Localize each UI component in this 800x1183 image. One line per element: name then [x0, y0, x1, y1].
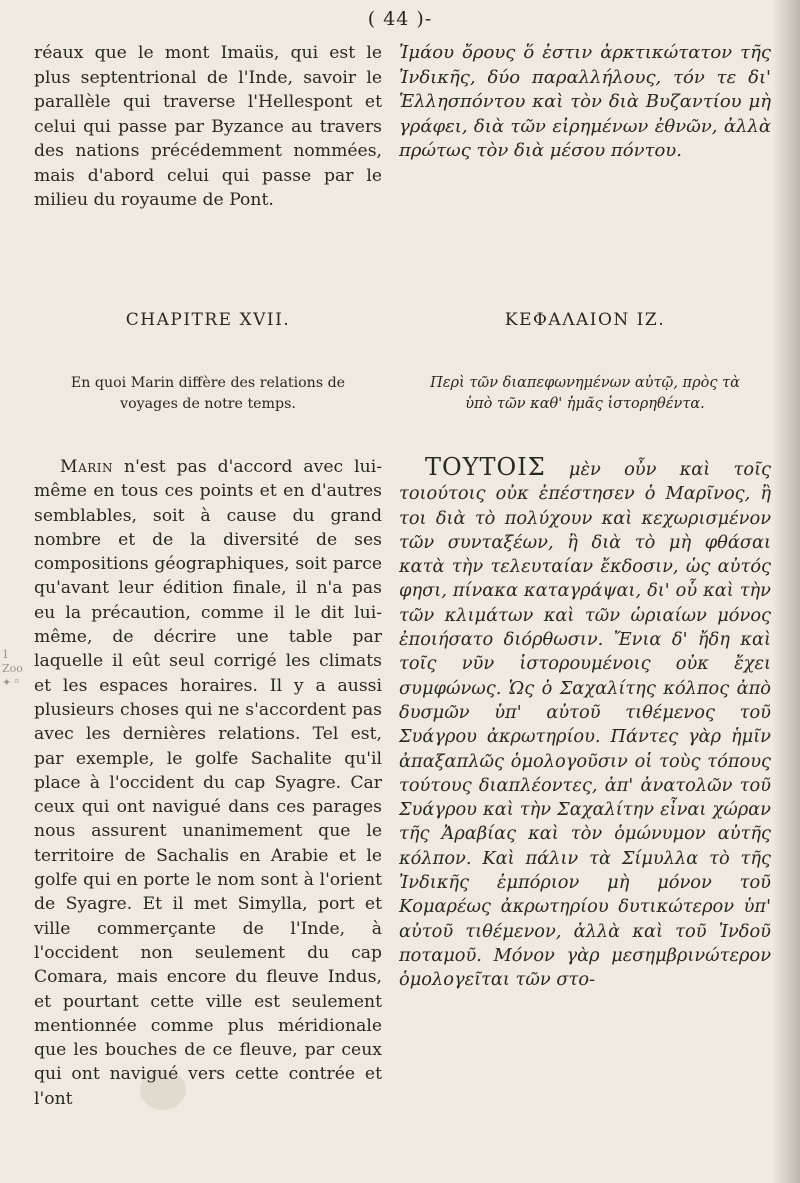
margin-annotation: 1 Zoo ✦ ⁿ	[2, 648, 23, 689]
page-edge-shadow	[772, 0, 800, 1183]
greek-body-paragraph	[399, 455, 771, 993]
french-body-paragraph	[34, 455, 382, 1111]
page-number: ( 44 )-	[367, 8, 433, 30]
french-chapter-title: CHAPITRE XVII.	[125, 310, 291, 330]
french-lead-word: Marin	[60, 457, 114, 477]
greek-intro-paragraph: Ἰμάου ὄρους ὅ ἐστιν ἀρκτικώτατον τῆς Ἰνδικῆς, δύο παραλλήλους, τόν τε δι' Ἑλλησπόντου καὶ τὸν διὰ Βυζαντίου μὴ γράφει, διὰ τῶν εἰρημένων ἐθνῶν, ἀλλὰ πρώτως τὸν διὰ μέσου πόντου.	[399, 42, 771, 161]
greek-chapter-title: ΚΕΦΑΛΑΙΟΝ ΙΖ.	[504, 310, 666, 330]
french-column	[34, 0, 382, 1183]
greek-column	[399, 0, 771, 1183]
french-body-text: n'est pas d'accord avec lui-même en tous ces points et en d'autres semblables, soit à cause du grand nombre et de la diversité de ses compositions géographiques, soit parce qu'avant leur édition finale, il n'a pas eu la précaution, comme il le dit lui-même, de décrire une table par laquelle il eût seul corrigé les climats et les espaces horaires. Il y a aussi plusieurs choses qui ne s'accordent pas avec les dernières relations. Tel est, par exemple, le golfe Sachalite qu'il place à l'occident du cap Syagre. Car ceux qui ont navigué dans ces parages nous assurent unanimement que le territoire de Sachalis en Arabie et le golfe qui en porte le nom sont à l'orient de Syagre. Et il met Simylla, port et ville commerçante de l'Inde, à l'occident non seulement du cap Comara, mais encore du fleuve Indus, et pourtant cette ville est seulement mentionnée comme plus méridionale que les bouches de ce fleuve, par ceux qui ont navigué vers cette contrée et l'ont	[34, 457, 382, 1109]
paper-stain	[140, 1070, 186, 1110]
greek-body-text: μὲν οὖν καὶ τοῖς τοιούτοις οὐκ ἐπέστησεν ὁ Μαρῖνος, ἢ τοι διὰ τὸ πολύχουν καὶ κεχωρισμένον τῶν συνταξέων, ἢ διὰ τὸ μὴ φθάσαι κατὰ τὴν τελευταίαν ἔκδοσιν, ὡς αὐτός φησι, πίνακα καταγράψαι, δι' οὗ καὶ τὴν τῶν κλιμάτων καὶ τῶν ὡριαίων μόνος ἐποιήσατο διόρθωσιν. Ἔνια δ' ἤδη καὶ τοῖς νῦν ἱστορουμένοις οὐκ ἔχει συμφώνως. Ὡς ὁ Σαχαλίτης κόλπος ἀπὸ δυσμῶν ὑπ' αὐτοῦ τιθέμενος τοῦ Συάγρου ἀκρωτηρίου. Πάντες γὰρ ἡμῖν ἀπαξαπλῶς ὁμολογοῦσιν οἱ τοὺς τόπους τούτους διαπλέοντες, ἀπ' ἀνατολῶν τοῦ Συάγρου καὶ τὴν Σαχαλίτην εἶναι χώραν τῆς Ἀραβίας καὶ τὸν ὁμώνυμον αὐτῆς κόλπον. Καὶ πάλιν τὰ Σίμυλλα τὸ τῆς Ἰνδικῆς ἐμπόριον μὴ μόνον τοῦ Κομαρέως ἀκρωτηρίου δυτικώτερον ὑπ' αὐτοῦ τιθέμενον, ἀλλὰ καὶ τοῦ Ἰνδοῦ ποταμοῦ. Μόνον γὰρ μεσημβρινώτερον ὁμολογεῖται τῶν στο-	[399, 459, 771, 991]
french-intro-paragraph: réaux que le mont Imaüs, qui est le plus septentrional de l'Inde, savoir le parallèle qui traverse l'Hellespont et celui qui passe par Byzance au travers des nations précédemment nommées, mais d'abord celui qui passe par le milieu du royaume de Pont.	[34, 43, 382, 210]
french-chapter-summary: En quoi Marin diffère des relations de voyages de notre temps.	[70, 375, 346, 412]
greek-lead-word: ΤΟΥΤΟΙΣ	[425, 453, 546, 481]
greek-chapter-summary: Περὶ τῶν διαπεφωνημένων αὐτῷ, πρὸς τὰ ὑπὸ τῶν καθ' ἡμᾶς ἱστορηθέντα.	[430, 375, 740, 412]
